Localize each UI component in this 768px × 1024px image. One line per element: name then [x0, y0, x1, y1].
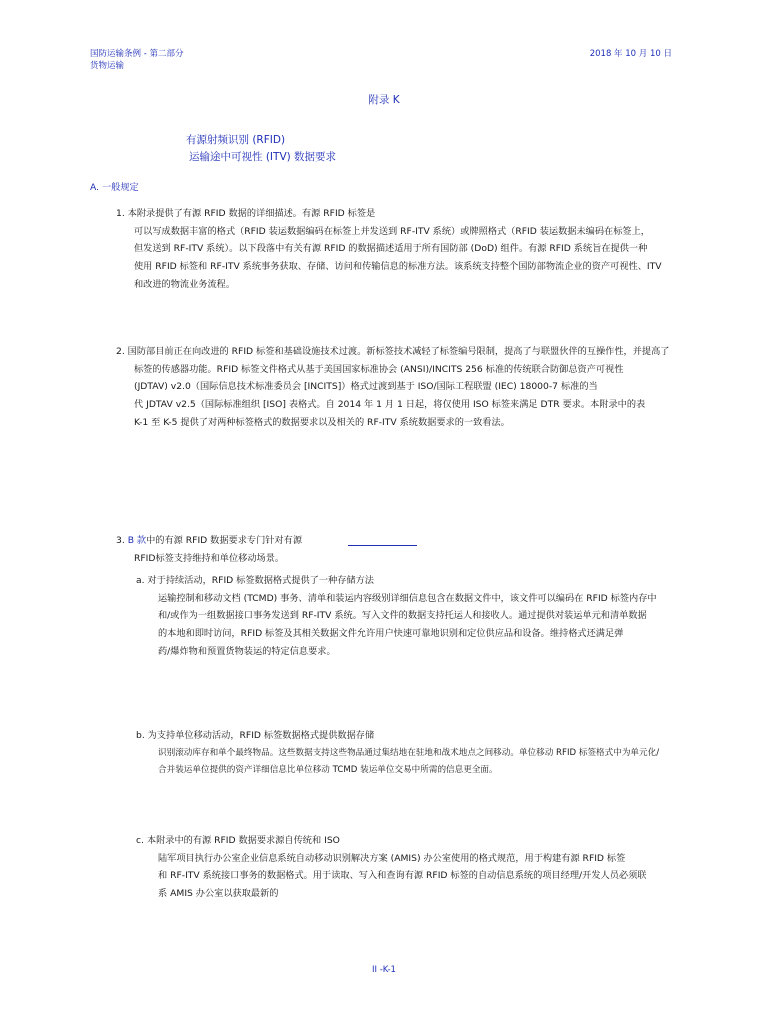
paragraph-3-number: 3. — [116, 535, 125, 546]
document-title — [186, 132, 336, 166]
paragraph-a-line: 药/爆炸物和预置货物装运的特定信息要求。 — [158, 645, 336, 657]
paragraph-c-line: 和 RF-ITV 系统接口事务的数据格式。用于读取、写入和查询有源 RFID 标签的自动信息系统的项目经理/开发人员必须联 — [158, 870, 647, 882]
paragraph-3-line2: RFID标签支持维持和单位移动场景。 — [134, 552, 285, 564]
paragraph-c-line: c. 本附录中的有源 RFID 数据要求源自传统和 ISO — [136, 835, 340, 846]
paragraph-b-line: 识别滚动库存和单个最终物品。这些数据支持这些物品通过集结地在驻地和战术地点之间移动。单位移动 RFID 标签格式中为单元化/ — [158, 747, 660, 758]
header-date: 2018 年 10 月 10 日 — [589, 49, 672, 59]
document-title-line1: 有源射频识别 (RFID) — [186, 134, 286, 146]
paragraph-2-line: 标签的传感器功能。RFID 标签文件格式从基于美国国家标准协会 (ANSI)/INCITS 256 标准的传统联合防御总资产可视性 — [134, 363, 624, 375]
document-title-line2: 运输途中可视性 (ITV) 数据要求 — [189, 151, 337, 163]
paragraph-b-line: b. 为支持单位移动活动，RFID 标签数据格式提供数据存储 — [136, 730, 375, 741]
paragraph-3-line1-text: 中的有源 RFID 数据要求专门针对有源 — [146, 535, 303, 546]
paragraph-2 — [0, 343, 669, 432]
paragraph-a-line: 和/或作为一组数据接口事务发送到 RF-ITV 系统。写入文件的数据支持托运人和接收人。通过提供对装运单元和清单数据 — [158, 610, 647, 622]
paragraph-a-line: 的本地和即时访问，RFID 标签及其相关数据文件允许用户快速可靠地识别和定位供应品和设备。维持格式还满足弹 — [158, 628, 624, 640]
paragraph-a-line: a. 对于持续活动，RFID 标签数据格式提供了一种存储方法 — [136, 575, 374, 586]
paragraph-1-line: 1. 本附录提供了有源 RFID 数据的详细描述。有源 RFID 标签是 — [116, 208, 376, 219]
paragraph-c-line: 系 AMIS 办公室以获取最新的 — [158, 888, 279, 900]
header-title-line1: 国防运输条例 - 第二部分 — [90, 49, 184, 59]
header-title-line2: 货物运输 — [90, 61, 125, 71]
section-a-heading: A. 一般规定 — [90, 182, 139, 193]
paragraph-2-line: 2. 国防部目前正在向改进的 RFID 标签和基础设施技术过渡。新标签技术减轻了标签编号限制，提高了与联盟伙伴的互操作性，并提高了 — [116, 346, 670, 357]
paragraph-a-line: 运输控制和移动文档 (TCMD) 事务、清单和装运内容级别详细信息包含在数据文件中，该文件可以编码在 RFID 标签内存中 — [158, 592, 657, 604]
section-b-link[interactable]: B 款 — [127, 535, 147, 546]
paragraph-2-line: 代 JDTAV v2.5（国际标准组织 [ISO] 表格式。自 2014 年 1 月 1 日起，将仅使用 ISO 标签来满足 DTR 要求。本附录中的表 — [134, 399, 646, 411]
paragraph-1-line: 但发送到 RF-ITV 系统）。以下段落中有关有源 RFID 的数据描述适用于所有国防部 (DoD) 组件。有源 RFID 系统旨在提供一种 — [134, 243, 648, 255]
paragraph-b — [0, 727, 659, 780]
paragraph-1-line: 使用 RFID 标签和 RF-ITV 系统事务获取、存储、访问和传输信息的标准方法。该系统支持整个国防部物流企业的资产可视性、ITV — [134, 261, 662, 273]
paragraph-3-line1 — [116, 532, 302, 550]
paragraph-c-line: 陆军项目执行办公室企业信息系统自动移动识别解决方案 (AMIS) 办公室使用的格式规范，用于构建有源 RFID 标签 — [158, 852, 626, 864]
paragraph-b-line: 合并装运单位提供的资产详细信息比单位移动 TCMD 装运单位交易中所需的信息更全面。 — [158, 765, 498, 776]
paragraph-1-line: 和改进的物流业务流程。 — [134, 278, 236, 290]
paragraph-a — [0, 572, 657, 661]
paragraph-c — [0, 832, 646, 903]
paragraph-1 — [0, 205, 662, 294]
page-number: II -K-1 — [372, 965, 396, 975]
appendix-title: 附录 K — [368, 94, 400, 106]
underline-rule — [348, 545, 417, 546]
paragraph-2-line: (JDTAV) v2.0（国际信息技术标准委员会 [INCITS]）格式过渡到基于 ISO/国际工程联盟 (IEC) 18000-7 标准的当 — [134, 381, 598, 393]
paragraph-1-line: 可以写成数据丰富的格式（RFID 装运数据编码在标签上并发送到 RF-ITV 系统）或牌照格式（RFID 装运数据未编码在标签上， — [134, 225, 650, 237]
running-header-left — [90, 48, 183, 72]
paragraph-2-line: K-1 至 K-5 提供了对两种标签格式的数据要求以及相关的 RF-ITV 系统数据要求的一致看法。 — [134, 416, 510, 428]
paragraph-3 — [0, 532, 302, 567]
